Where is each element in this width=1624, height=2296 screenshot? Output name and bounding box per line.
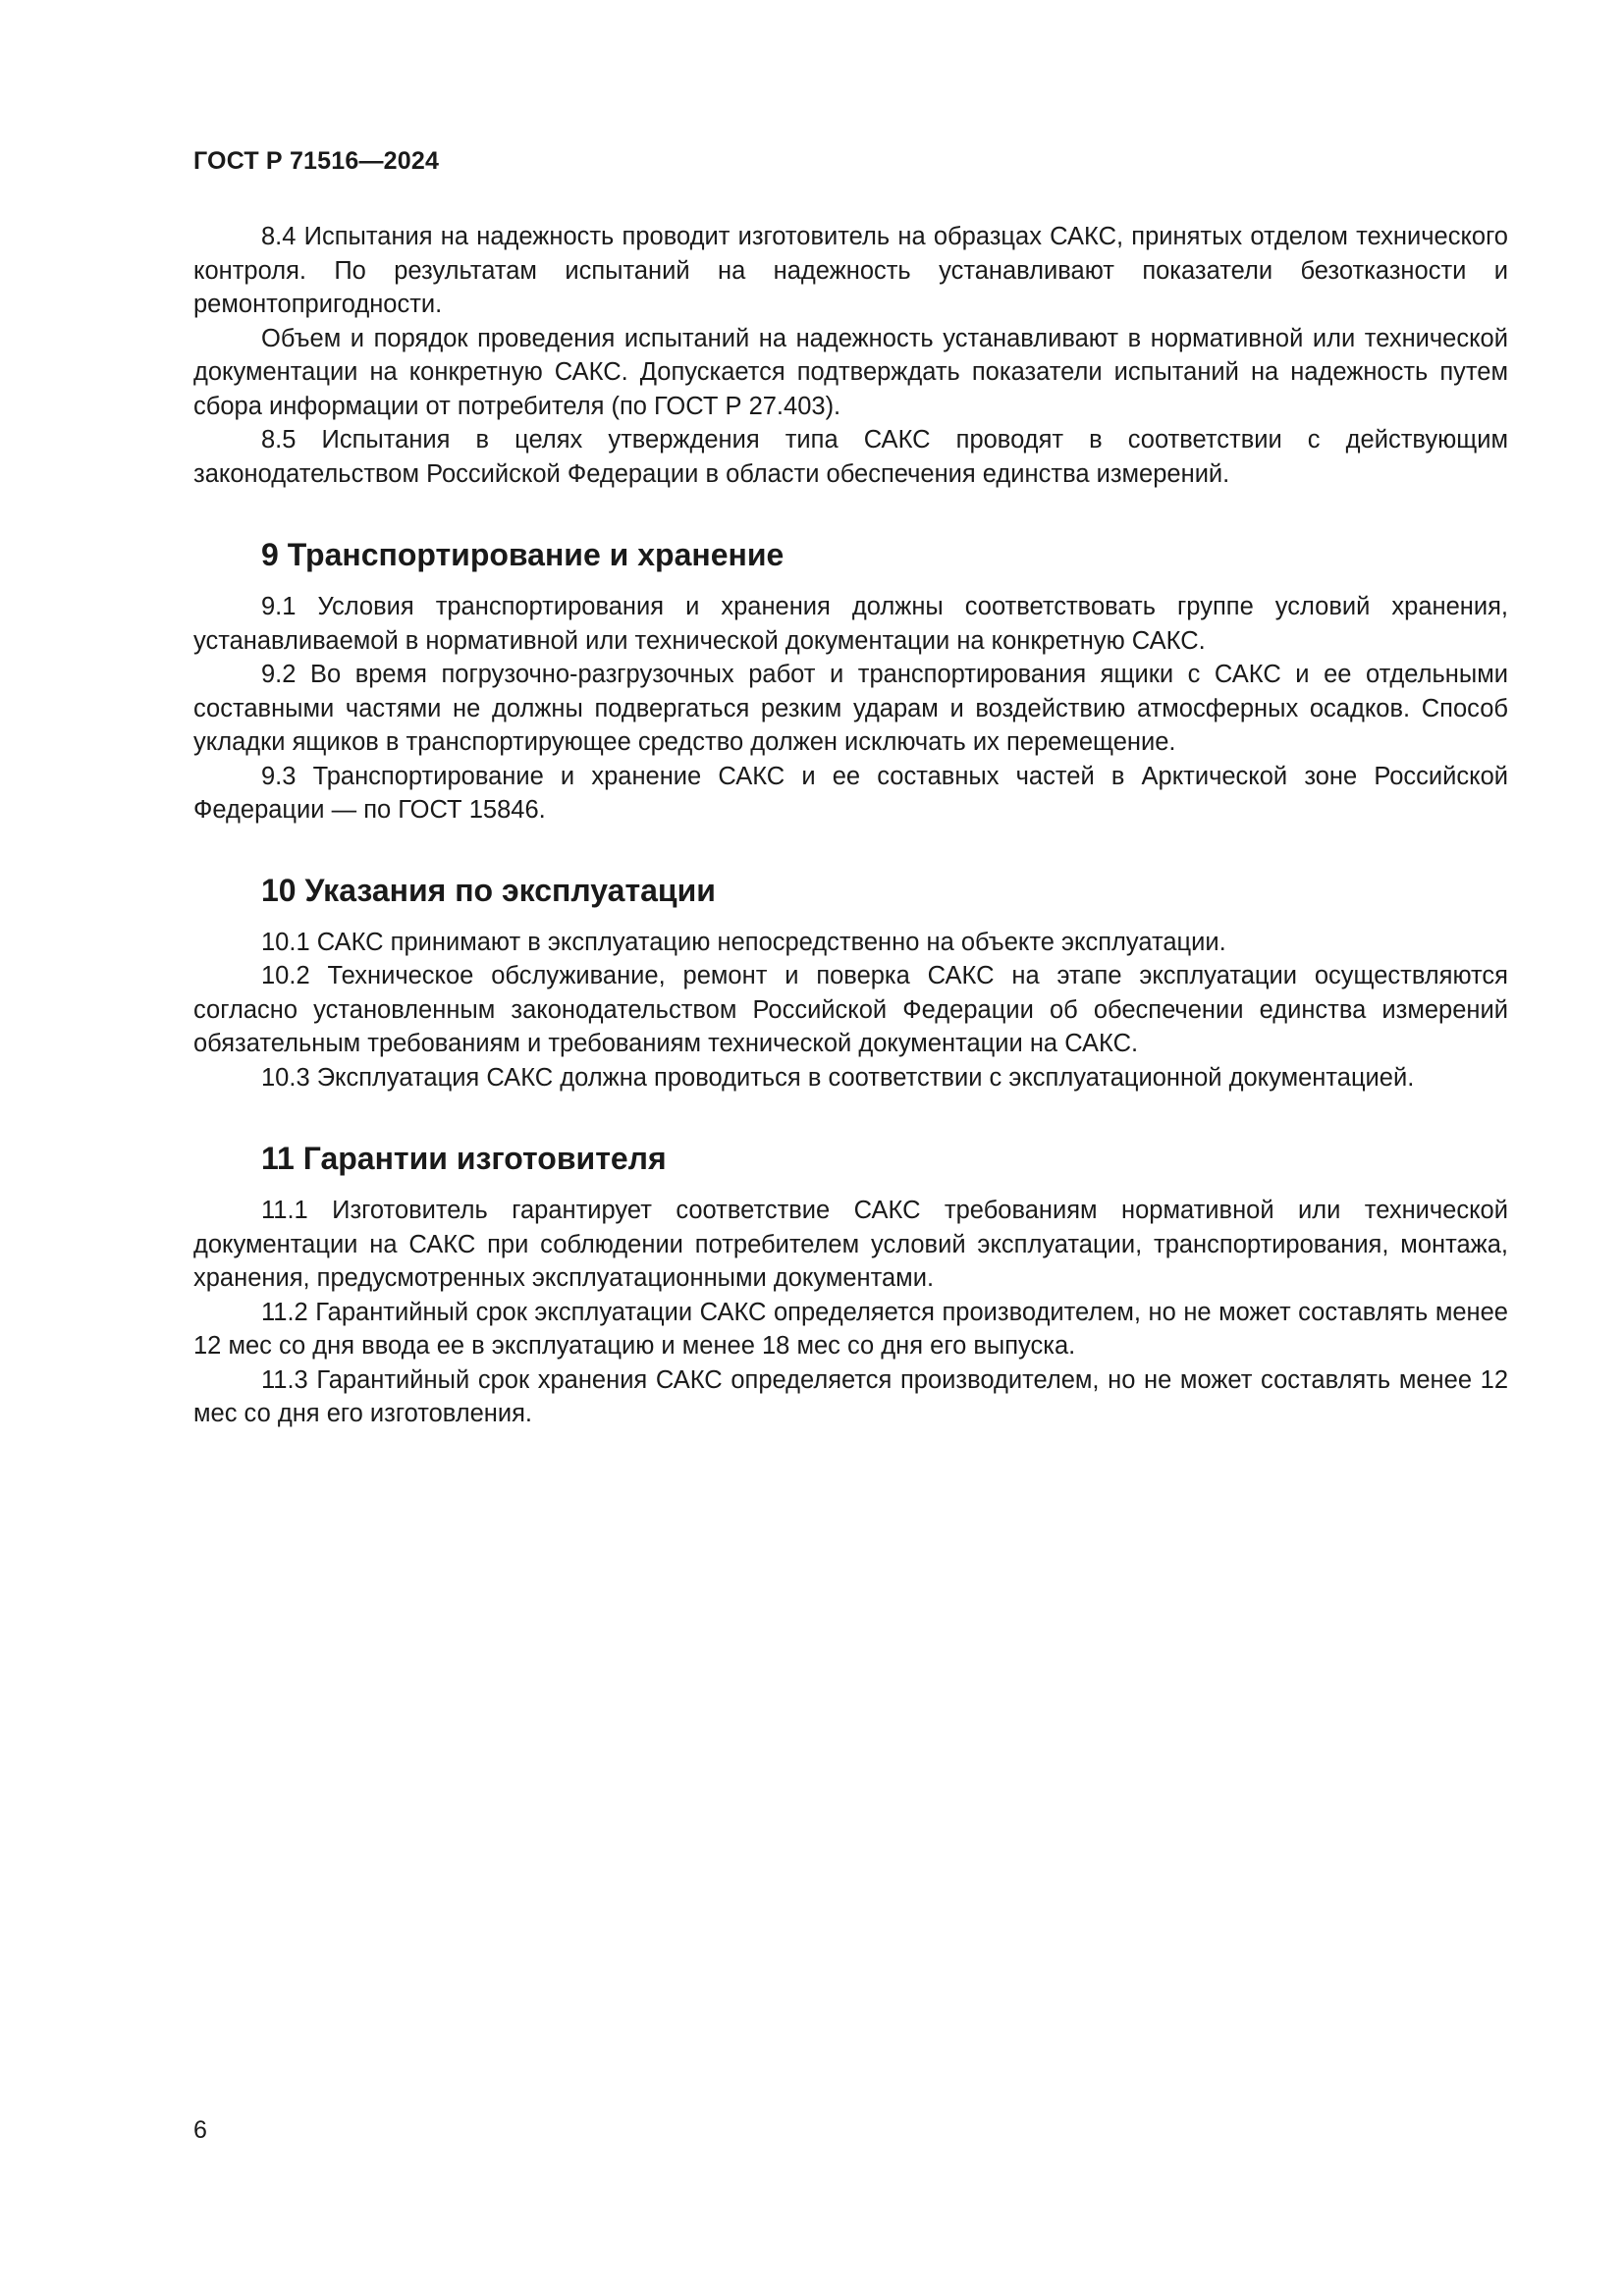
paragraph-9-2: 9.2 Во время погрузочно-разгрузочных работ и транспортирования ящики с САКС и ее отдельными составными частями не должны подвергаться резким ударам и воздействию атмосферных осадков. Способ укладки ящиков в транспортирующее средство должен исключать их перемещение. (193, 661, 1508, 756)
paragraph-10-1: 10.1 САКС принимают в эксплуатацию непосредственно на объекте эксплуатации. (261, 928, 1226, 956)
paragraph-11-2: 11.2 Гарантийный срок эксплуатации САКС определяется производителем, но не может составлять менее 12 мес со дня ввода ее в эксплуатацию и менее 18 мес со дня его выпуска. (193, 1298, 1508, 1360)
section-10 (193, 871, 1508, 1095)
paragraph-9-1: 9.1 Условия транспортирования и хранения должны соответствовать группе условий хранения, устанавливаемой в нормативной или технической документации на конкретную САКС. (193, 593, 1508, 655)
section-9-title: 9 Транспортирование и хранение (261, 537, 785, 572)
document-body (193, 220, 1508, 1431)
section-11-title: 11 Гарантии изготовителя (261, 1141, 667, 1176)
section-11 (193, 1139, 1508, 1431)
paragraph-11-1: 11.1 Изготовитель гарантирует соответствие САКС требованиям нормативной или технической документации на САКС при соблюдении потребителем условий эксплуатации, транспортирования, монтажа, хранения, предусмотренных эксплуатационными документами. (193, 1197, 1508, 1292)
page-number: 6 (193, 2116, 207, 2144)
paragraph-10-2: 10.2 Техническое обслуживание, ремонт и поверка САКС на этапе эксплуатации осуществляются согласно установленным законодательством Российской Федерации об обеспечении единства измерений обязательным требованиям и требованиям технической документации на САКС. (193, 962, 1508, 1057)
paragraph-8-5: 8.5 Испытания в целях утверждения типа САКС проводят в соответствии с действующим законодательством Российской Федерации в области обеспечения единства измерений. (193, 426, 1508, 488)
section-8 (193, 220, 1508, 491)
paragraph-11-3: 11.3 Гарантийный срок хранения САКС определяется производителем, но не может составлять менее 12 мес со дня его изготовления. (193, 1365, 1508, 1427)
section-10-title: 10 Указания по эксплуатации (261, 872, 716, 908)
paragraph-8-4: 8.4 Испытания на надежность проводит изготовитель на образцах САКС, принятых отделом технического контроля. По результатам испытаний на надежность устанавливают показатели безотказности и ремонтопригодности. (193, 223, 1508, 318)
document-header: ГОСТ Р 71516—2024 (193, 147, 440, 175)
paragraph-10-3: 10.3 Эксплуатация САКС должна проводиться в соответствии с эксплуатационной документацией. (261, 1063, 1415, 1092)
section-9 (193, 535, 1508, 828)
paragraph-9-3: 9.3 Транспортирование и хранение САКС и ее составных частей в Арктической зоне Российской Федерации — по ГОСТ 15846. (193, 762, 1508, 824)
paragraph-8-4-cont: Объем и порядок проведения испытаний на надежность устанавливают в нормативной или технической документации на конкретную САКС. Допускается подтверждать показатели испытаний на надежность путем сбора информации от потребителя (по ГОСТ Р 27.403). (193, 324, 1508, 420)
